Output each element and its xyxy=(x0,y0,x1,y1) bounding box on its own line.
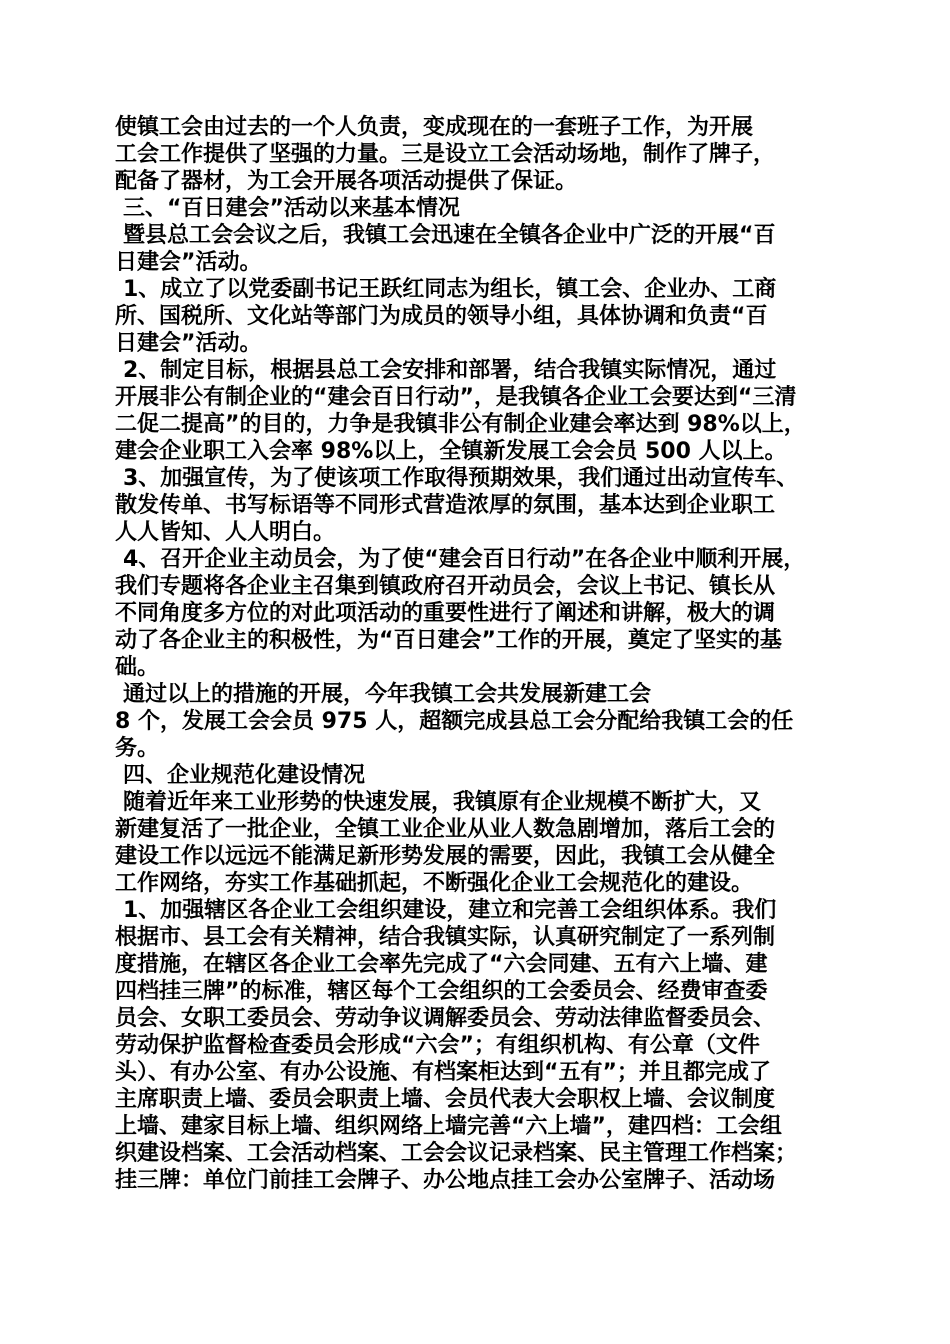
text-line-40: 挂三牌：单位门前挂工会牌子、办公地点挂工会办公室牌子、活动场 xyxy=(115,1168,776,1193)
text-line-22: 通过以上的措施的开展，今年我镇工会共发展新建工会 xyxy=(123,682,652,707)
text-line-8: 所、国税所、文化站等部门为成员的领导小组，具体协调和负责“百 xyxy=(115,304,768,329)
text-line-35: 劳动保护监督检查委员会形成“六会”；有组织机构、有公章（文件 xyxy=(115,1033,760,1058)
text-line-9: 日建会”活动。 xyxy=(115,331,262,356)
text-line-18: 我们专题将各企业主召集到镇政府召开动员会，会议上书记、镇长从 xyxy=(115,574,776,599)
text-line-15: 散发传单、书写标语等不同形式营造浓厚的氛围，基本达到企业职工 xyxy=(115,493,776,518)
text-line-10: 2、制定目标，根据县总工会安排和部署，结合我镇实际情况，通过 xyxy=(123,358,777,383)
text-line-13: 建会企业职工入会率 98%以上，全镇新发展工会会员 500 人以上。 xyxy=(115,439,787,464)
text-line-23: 8 个，发展工会会员 975 人，超额完成县总工会分配给我镇工会的任 xyxy=(115,709,794,734)
text-line-3: 配备了器材，为工会开展各项活动提供了保证。 xyxy=(115,169,578,194)
text-line-6: 日建会”活动。 xyxy=(115,250,262,275)
text-line-30: 1、加强辖区各企业工会组织建设，建立和完善工会组织体系。我们 xyxy=(123,898,777,923)
text-line-28: 建设工作以远远不能满足新形势发展的需要，因此，我镇工会从健全 xyxy=(115,844,776,869)
text-line-26: 随着近年来工业形势的快速发展，我镇原有企业规模不断扩大，又 xyxy=(123,790,762,815)
text-line-11: 开展非公有制企业的“建会百日行动”，是我镇各企业工会要达到“三清 xyxy=(115,385,797,410)
text-line-39: 织建设档案、工会活动档案、工会会议记录档案、民主管理工作档案； xyxy=(115,1141,798,1166)
text-line-34: 员会、女职工委员会、劳动争议调解委员会、劳动法律监督委员会、 xyxy=(115,1006,776,1031)
text-line-36: 头）、有办公室、有办公设施、有档案柜达到“五有”；并且都完成了 xyxy=(115,1060,771,1085)
section-heading-3: 三、“百日建会”活动以来基本情况 xyxy=(123,196,460,221)
text-line-20: 动了各企业主的积极性，为“百日建会”工作的开展，奠定了坚实的基 xyxy=(115,628,782,653)
text-line-1: 使镇工会由过去的一个人负责，变成现在的一套班子工作，为开展 xyxy=(115,115,754,140)
text-line-7: 1、成立了以党委副书记王跃红同志为组长，镇工会、企业办、工商 xyxy=(123,277,777,302)
text-line-33: 四档挂三牌”的标准，辖区每个工会组织的工会委员会、经费审查委 xyxy=(115,979,768,1004)
text-line-31: 根据市、县工会有关精神，结合我镇实际，认真研究制定了一系列制 xyxy=(115,925,776,950)
text-line-12: 二促二提高”的目的，力争是我镇非公有制企业建会率达到 98%以上， xyxy=(115,412,806,437)
text-line-38: 上墙、建家目标上墙、组织网络上墙完善“六上墙”，建四档：工会组 xyxy=(115,1114,782,1139)
text-line-27: 新建复活了一批企业，全镇工业企业从业人数急剧增加，落后工会的 xyxy=(115,817,776,842)
text-line-24: 务。 xyxy=(115,736,160,761)
text-line-21: 础。 xyxy=(115,655,160,680)
document-body xyxy=(115,114,845,1194)
text-line-5: 暨县总工会会议之后，我镇工会迅速在全镇各企业中广泛的开展“百 xyxy=(123,223,776,248)
text-line-32: 度措施，在辖区各企业工会率先完成了“六会同建、五有六上墙、建 xyxy=(115,952,768,977)
text-line-2: 工会工作提供了坚强的力量。三是设立工会活动场地，制作了牌子， xyxy=(115,142,776,167)
text-line-19: 不同角度多方位的对此项活动的重要性进行了阐述和讲解，极大的调 xyxy=(115,601,776,626)
text-line-17: 4、召开企业主动员会，为了使“建会百日行动”在各企业中顺利开展， xyxy=(123,547,806,572)
section-heading-4: 四、企业规范化建设情况 xyxy=(123,763,366,788)
text-line-14: 3、加强宣传，为了使该项工作取得预期效果，我们通过出动宣传车、 xyxy=(123,466,799,491)
text-line-37: 主席职责上墙、委员会职责上墙、会员代表大会职权上墙、会议制度 xyxy=(115,1087,776,1112)
text-line-29: 工作网络，夯实工作基础抓起，不断强化企业工会规范化的建设。 xyxy=(115,871,754,896)
text-line-16: 人人皆知、人人明白。 xyxy=(115,520,336,545)
